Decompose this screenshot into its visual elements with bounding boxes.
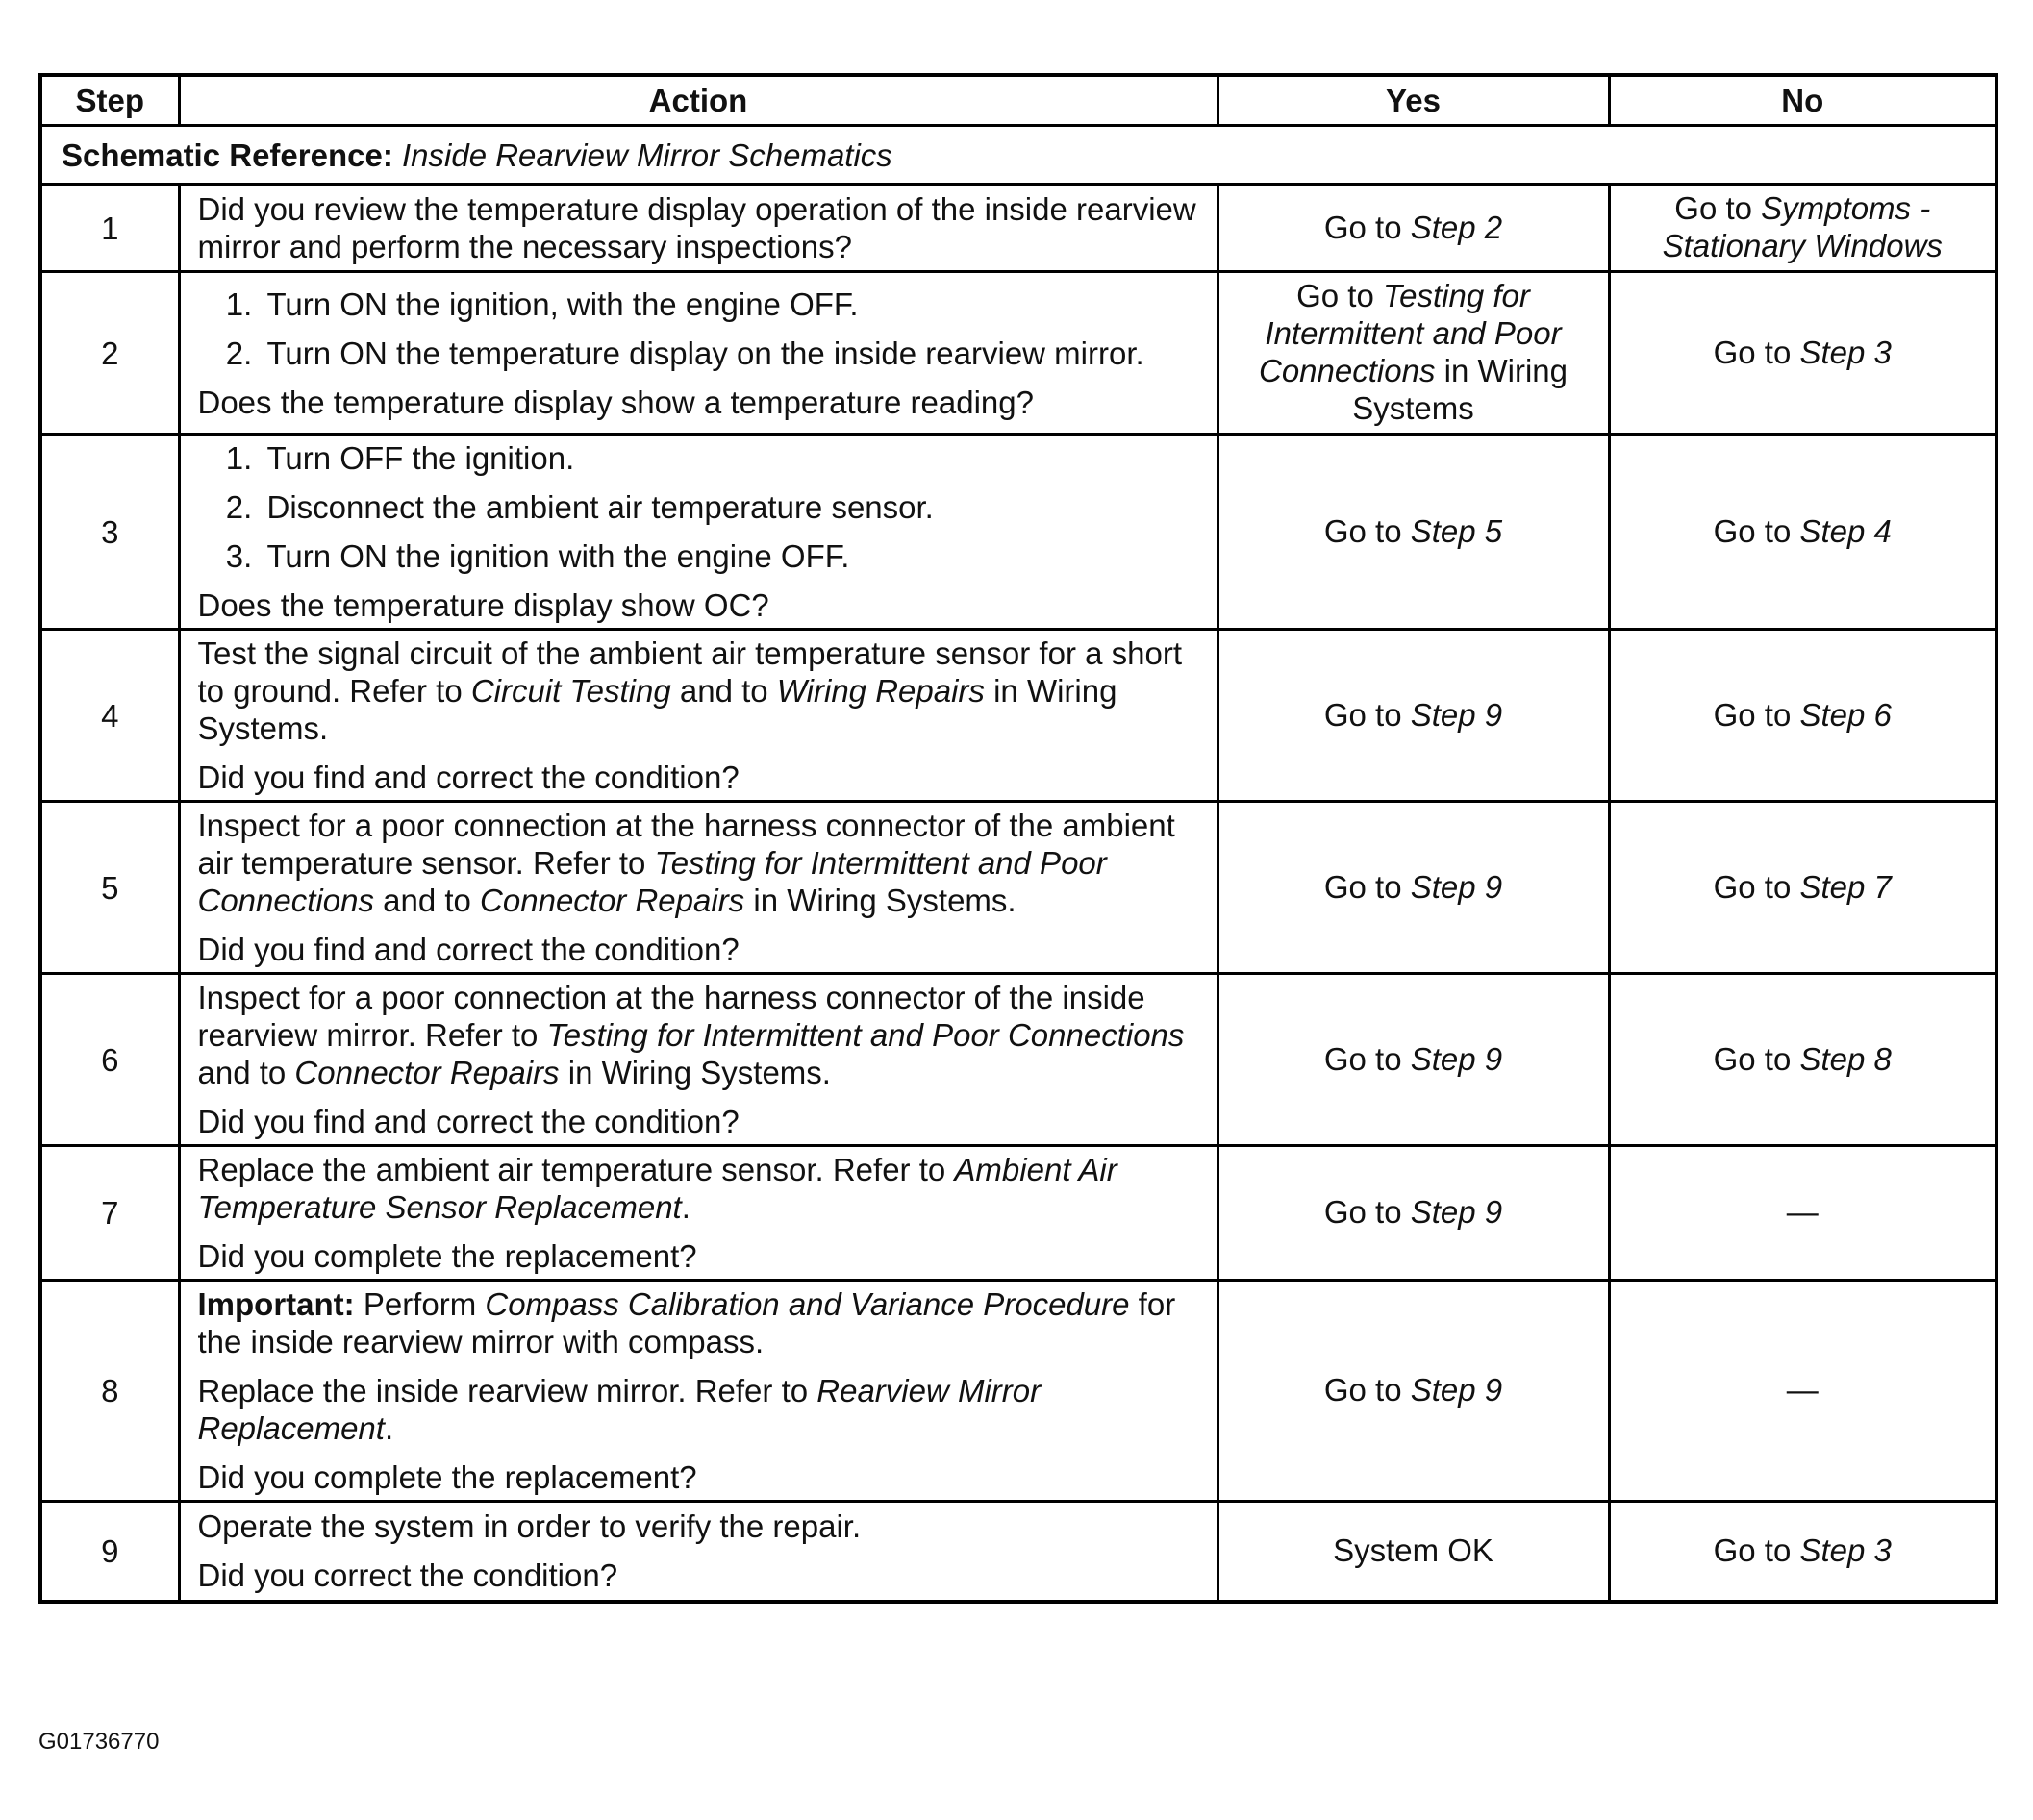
no-prefix: Go to bbox=[1713, 696, 1792, 733]
instruction-text: Inspect for a poor connection at the harness connector of the inside rearview mirror. Refer to bbox=[197, 980, 1145, 1053]
action-cell bbox=[179, 1281, 1217, 1502]
instruction-text: Replace the ambient air temperature sensor. Refer to bbox=[197, 1152, 946, 1187]
diagnostic-table bbox=[38, 73, 1998, 1604]
schematic-reference bbox=[40, 126, 1996, 185]
no-prefix: Go to bbox=[1713, 512, 1792, 549]
step-number: 1 bbox=[40, 185, 179, 272]
action-instruction bbox=[198, 979, 1201, 1091]
action-instruction: Operate the system in order to verify the repair. bbox=[197, 1508, 862, 1545]
action-step-item: 2. Disconnect the ambient air temperature sensor. bbox=[262, 488, 1201, 526]
action-question: Did you find and correct the condition? bbox=[197, 760, 740, 795]
yes-cell bbox=[1217, 974, 1609, 1146]
reference-link[interactable]: Connector Repairs bbox=[294, 1055, 560, 1090]
no-cell: — bbox=[1609, 1146, 1996, 1281]
yes-prefix: Go to bbox=[1323, 868, 1402, 905]
yes-cell bbox=[1217, 1146, 1609, 1281]
no-cell bbox=[1609, 974, 1996, 1146]
yes-cell bbox=[1217, 1281, 1609, 1502]
no-link[interactable]: Step 6 bbox=[1799, 696, 1892, 733]
table-row bbox=[40, 185, 1996, 272]
header-row bbox=[40, 75, 1996, 126]
yes-suffix: in Wiring Systems bbox=[1352, 353, 1568, 426]
action-instruction bbox=[198, 635, 1201, 747]
instruction-text: for the inside rearview mirror with compass. bbox=[197, 1286, 1176, 1359]
no-link[interactable]: Step 7 bbox=[1799, 868, 1892, 905]
step-number: 6 bbox=[40, 974, 179, 1146]
step-number: 7 bbox=[40, 1146, 179, 1281]
yes-prefix: Go to bbox=[1323, 696, 1402, 733]
table-row bbox=[40, 802, 1996, 974]
table-row bbox=[40, 974, 1996, 1146]
no-prefix: Go to bbox=[1713, 334, 1792, 370]
no-cell: — bbox=[1609, 1281, 1996, 1502]
action-instruction bbox=[198, 1372, 1201, 1447]
schematic-reference-link[interactable]: Inside Rearview Mirror Schematics bbox=[402, 137, 892, 173]
yes-link[interactable]: Step 5 bbox=[1410, 512, 1503, 549]
action-question: Did you find and correct the condition? bbox=[197, 1104, 740, 1139]
instruction-text: . bbox=[384, 1410, 394, 1446]
instruction-text: . bbox=[681, 1189, 690, 1225]
yes-cell bbox=[1217, 272, 1609, 435]
yes-prefix: Go to bbox=[1323, 1372, 1402, 1408]
instruction-text: and to bbox=[679, 673, 768, 709]
action-cell bbox=[179, 802, 1217, 974]
important-note bbox=[198, 1285, 1201, 1360]
instruction-text: Replace the inside rearview mirror. Refer to bbox=[197, 1373, 809, 1409]
yes-link[interactable]: Step 9 bbox=[1410, 696, 1503, 733]
no-cell bbox=[1609, 802, 1996, 974]
yes-prefix: Go to bbox=[1323, 512, 1402, 549]
header-yes: Yes bbox=[1217, 75, 1609, 126]
yes-link[interactable]: Step 9 bbox=[1410, 868, 1503, 905]
action-step-item: 2. Turn ON the temperature display on the inside rearview mirror. bbox=[262, 335, 1201, 372]
no-prefix: Go to bbox=[1713, 868, 1792, 905]
reference-link[interactable]: Rearview Mirror Replacement bbox=[197, 1373, 1042, 1446]
no-link[interactable]: Step 3 bbox=[1799, 334, 1892, 370]
yes-cell bbox=[1217, 630, 1609, 802]
action-question: Does the temperature display show a temperature reading? bbox=[197, 384, 1034, 420]
instruction-text: in Wiring Systems. bbox=[567, 1055, 831, 1090]
no-prefix: Go to bbox=[1713, 1532, 1792, 1568]
header-action: Action bbox=[179, 75, 1217, 126]
yes-prefix: Go to bbox=[1296, 278, 1374, 313]
reference-link[interactable]: Testing for Intermittent and Poor Connections bbox=[197, 845, 1107, 918]
action-question: Did you review the temperature display operation of the inside rearview mirror and perform the necessary inspections? bbox=[197, 191, 1196, 264]
yes-prefix: Go to bbox=[1323, 1040, 1402, 1077]
header-no: No bbox=[1609, 75, 1996, 126]
table-row bbox=[40, 272, 1996, 435]
step-number: 3 bbox=[40, 435, 179, 630]
action-cell bbox=[179, 185, 1217, 272]
action-question: Did you complete the replacement? bbox=[197, 1459, 697, 1495]
no-cell bbox=[1609, 185, 1996, 272]
table-row bbox=[40, 1146, 1996, 1281]
yes-link[interactable]: Step 9 bbox=[1410, 1040, 1503, 1077]
action-cell bbox=[179, 630, 1217, 802]
yes-cell bbox=[1217, 185, 1609, 272]
reference-link[interactable]: Testing for Intermittent and Poor Connections bbox=[546, 1017, 1185, 1053]
instruction-text: and to bbox=[383, 883, 471, 918]
yes-link[interactable]: Step 9 bbox=[1410, 1372, 1503, 1408]
action-instruction bbox=[198, 807, 1201, 919]
step-number: 4 bbox=[40, 630, 179, 802]
action-step-item: 1. Turn ON the ignition, with the engine OFF. bbox=[262, 286, 1201, 323]
yes-prefix: Go to bbox=[1323, 209, 1402, 245]
action-steps-list bbox=[198, 439, 1201, 575]
table-row bbox=[40, 1281, 1996, 1502]
figure-code: G01736770 bbox=[38, 1729, 160, 1755]
no-link[interactable]: Symptoms - Stationary Windows bbox=[1662, 190, 1943, 263]
instruction-text: Test the signal circuit of the ambient air temperature sensor for a short to ground. Refer to bbox=[197, 636, 1182, 709]
header-step: Step bbox=[40, 75, 179, 126]
no-cell bbox=[1609, 435, 1996, 630]
action-question: Did you find and correct the condition? bbox=[197, 932, 740, 967]
step-number: 2 bbox=[40, 272, 179, 435]
no-cell bbox=[1609, 630, 1996, 802]
yes-link[interactable]: Step 2 bbox=[1410, 209, 1503, 245]
no-prefix: Go to bbox=[1674, 190, 1752, 226]
action-question: Did you correct the condition? bbox=[197, 1558, 618, 1594]
instruction-text: and to bbox=[197, 1055, 287, 1090]
instruction-text: in Wiring Systems. bbox=[197, 673, 1117, 746]
no-link[interactable]: Step 8 bbox=[1799, 1040, 1892, 1077]
reference-link[interactable]: Wiring Repairs bbox=[776, 673, 985, 709]
step-number: 5 bbox=[40, 802, 179, 974]
table-row bbox=[40, 1502, 1996, 1602]
action-instruction bbox=[198, 1151, 1201, 1226]
action-question: Did you complete the replacement? bbox=[197, 1238, 697, 1274]
action-cell bbox=[179, 435, 1217, 630]
no-link[interactable]: Step 4 bbox=[1799, 512, 1892, 549]
table-row bbox=[40, 630, 1996, 802]
action-step-item: 3. Turn ON the ignition with the engine OFF. bbox=[262, 537, 1201, 575]
reference-link[interactable]: Compass Calibration and Variance Procedure bbox=[485, 1286, 1130, 1322]
reference-link[interactable]: Ambient Air Temperature Sensor Replacement bbox=[197, 1152, 1117, 1225]
step-number: 8 bbox=[40, 1281, 179, 1502]
step-number: 9 bbox=[40, 1502, 179, 1602]
instruction-text: Inspect for a poor connection at the harness connector of the ambient air temperature sensor. Refer to bbox=[197, 808, 1175, 881]
diagnostic-document bbox=[38, 73, 1995, 1604]
yes-cell bbox=[1217, 435, 1609, 630]
action-cell bbox=[179, 272, 1217, 435]
no-cell bbox=[1609, 1502, 1996, 1602]
action-cell bbox=[179, 1502, 1217, 1602]
action-step-item: 1. Turn OFF the ignition. bbox=[262, 439, 1201, 477]
yes-link[interactable]: Step 9 bbox=[1410, 1194, 1503, 1230]
reference-link[interactable]: Circuit Testing bbox=[470, 673, 671, 709]
yes-cell bbox=[1217, 802, 1609, 974]
important-label: Important: bbox=[197, 1286, 355, 1322]
action-cell bbox=[179, 974, 1217, 1146]
action-question: Does the temperature display show OC? bbox=[197, 587, 769, 623]
action-cell bbox=[179, 1146, 1217, 1281]
no-cell bbox=[1609, 272, 1996, 435]
yes-link[interactable]: Testing for Intermittent and Poor Connections bbox=[1259, 278, 1562, 388]
reference-link[interactable]: Connector Repairs bbox=[480, 883, 745, 918]
yes-prefix: Go to bbox=[1323, 1194, 1402, 1230]
table-row bbox=[40, 435, 1996, 630]
instruction-text: Perform bbox=[363, 1286, 477, 1322]
no-prefix: Go to bbox=[1713, 1040, 1792, 1077]
yes-cell: System OK bbox=[1217, 1502, 1609, 1602]
schematic-reference-row bbox=[40, 126, 1996, 185]
no-link[interactable]: Step 3 bbox=[1799, 1532, 1892, 1568]
action-steps-list bbox=[198, 286, 1201, 372]
schematic-reference-label: Schematic Reference: bbox=[62, 137, 393, 173]
instruction-text: in Wiring Systems. bbox=[753, 883, 1016, 918]
